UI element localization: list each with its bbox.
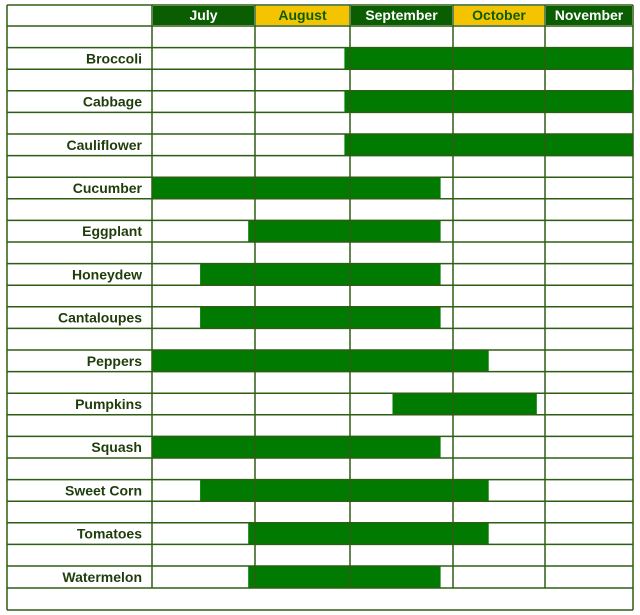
month-label: October (472, 7, 526, 23)
season-bar (344, 48, 633, 70)
crop-label: Squash (91, 439, 142, 456)
crop-label: Sweet Corn (64, 482, 142, 499)
crop-label: Cantaloupes (57, 309, 142, 326)
season-bar (200, 480, 489, 502)
season-bar (344, 91, 633, 113)
season-bar (152, 177, 441, 199)
crop-label: Cucumber (72, 180, 142, 196)
season-bar (248, 566, 440, 588)
crop-labels-layer (58, 50, 143, 584)
crop-label: Peppers (86, 352, 142, 369)
season-bar (152, 350, 489, 372)
crop-label: Honeydew (71, 266, 142, 283)
season-bar (200, 307, 441, 329)
crop-label: Cauliflower (66, 136, 142, 153)
crop-label: Watermelon (62, 568, 142, 585)
season-bar (152, 436, 441, 458)
month-header-layer (153, 6, 632, 25)
crop-label: Tomatoes (76, 525, 142, 542)
month-label: August (278, 7, 327, 23)
season-bar (200, 264, 441, 286)
season-bar (393, 393, 537, 415)
crop-label: Eggplant (82, 223, 142, 240)
crop-label: Broccoli (85, 50, 142, 67)
season-bar (248, 220, 440, 242)
season-bar (344, 134, 633, 156)
bars-layer (152, 48, 633, 588)
month-label: July (189, 7, 218, 23)
month-label: November (554, 7, 624, 23)
crop-label: Cabbage (82, 93, 142, 110)
month-label: September (365, 7, 438, 23)
crop-label: Pumpkins (75, 396, 142, 412)
